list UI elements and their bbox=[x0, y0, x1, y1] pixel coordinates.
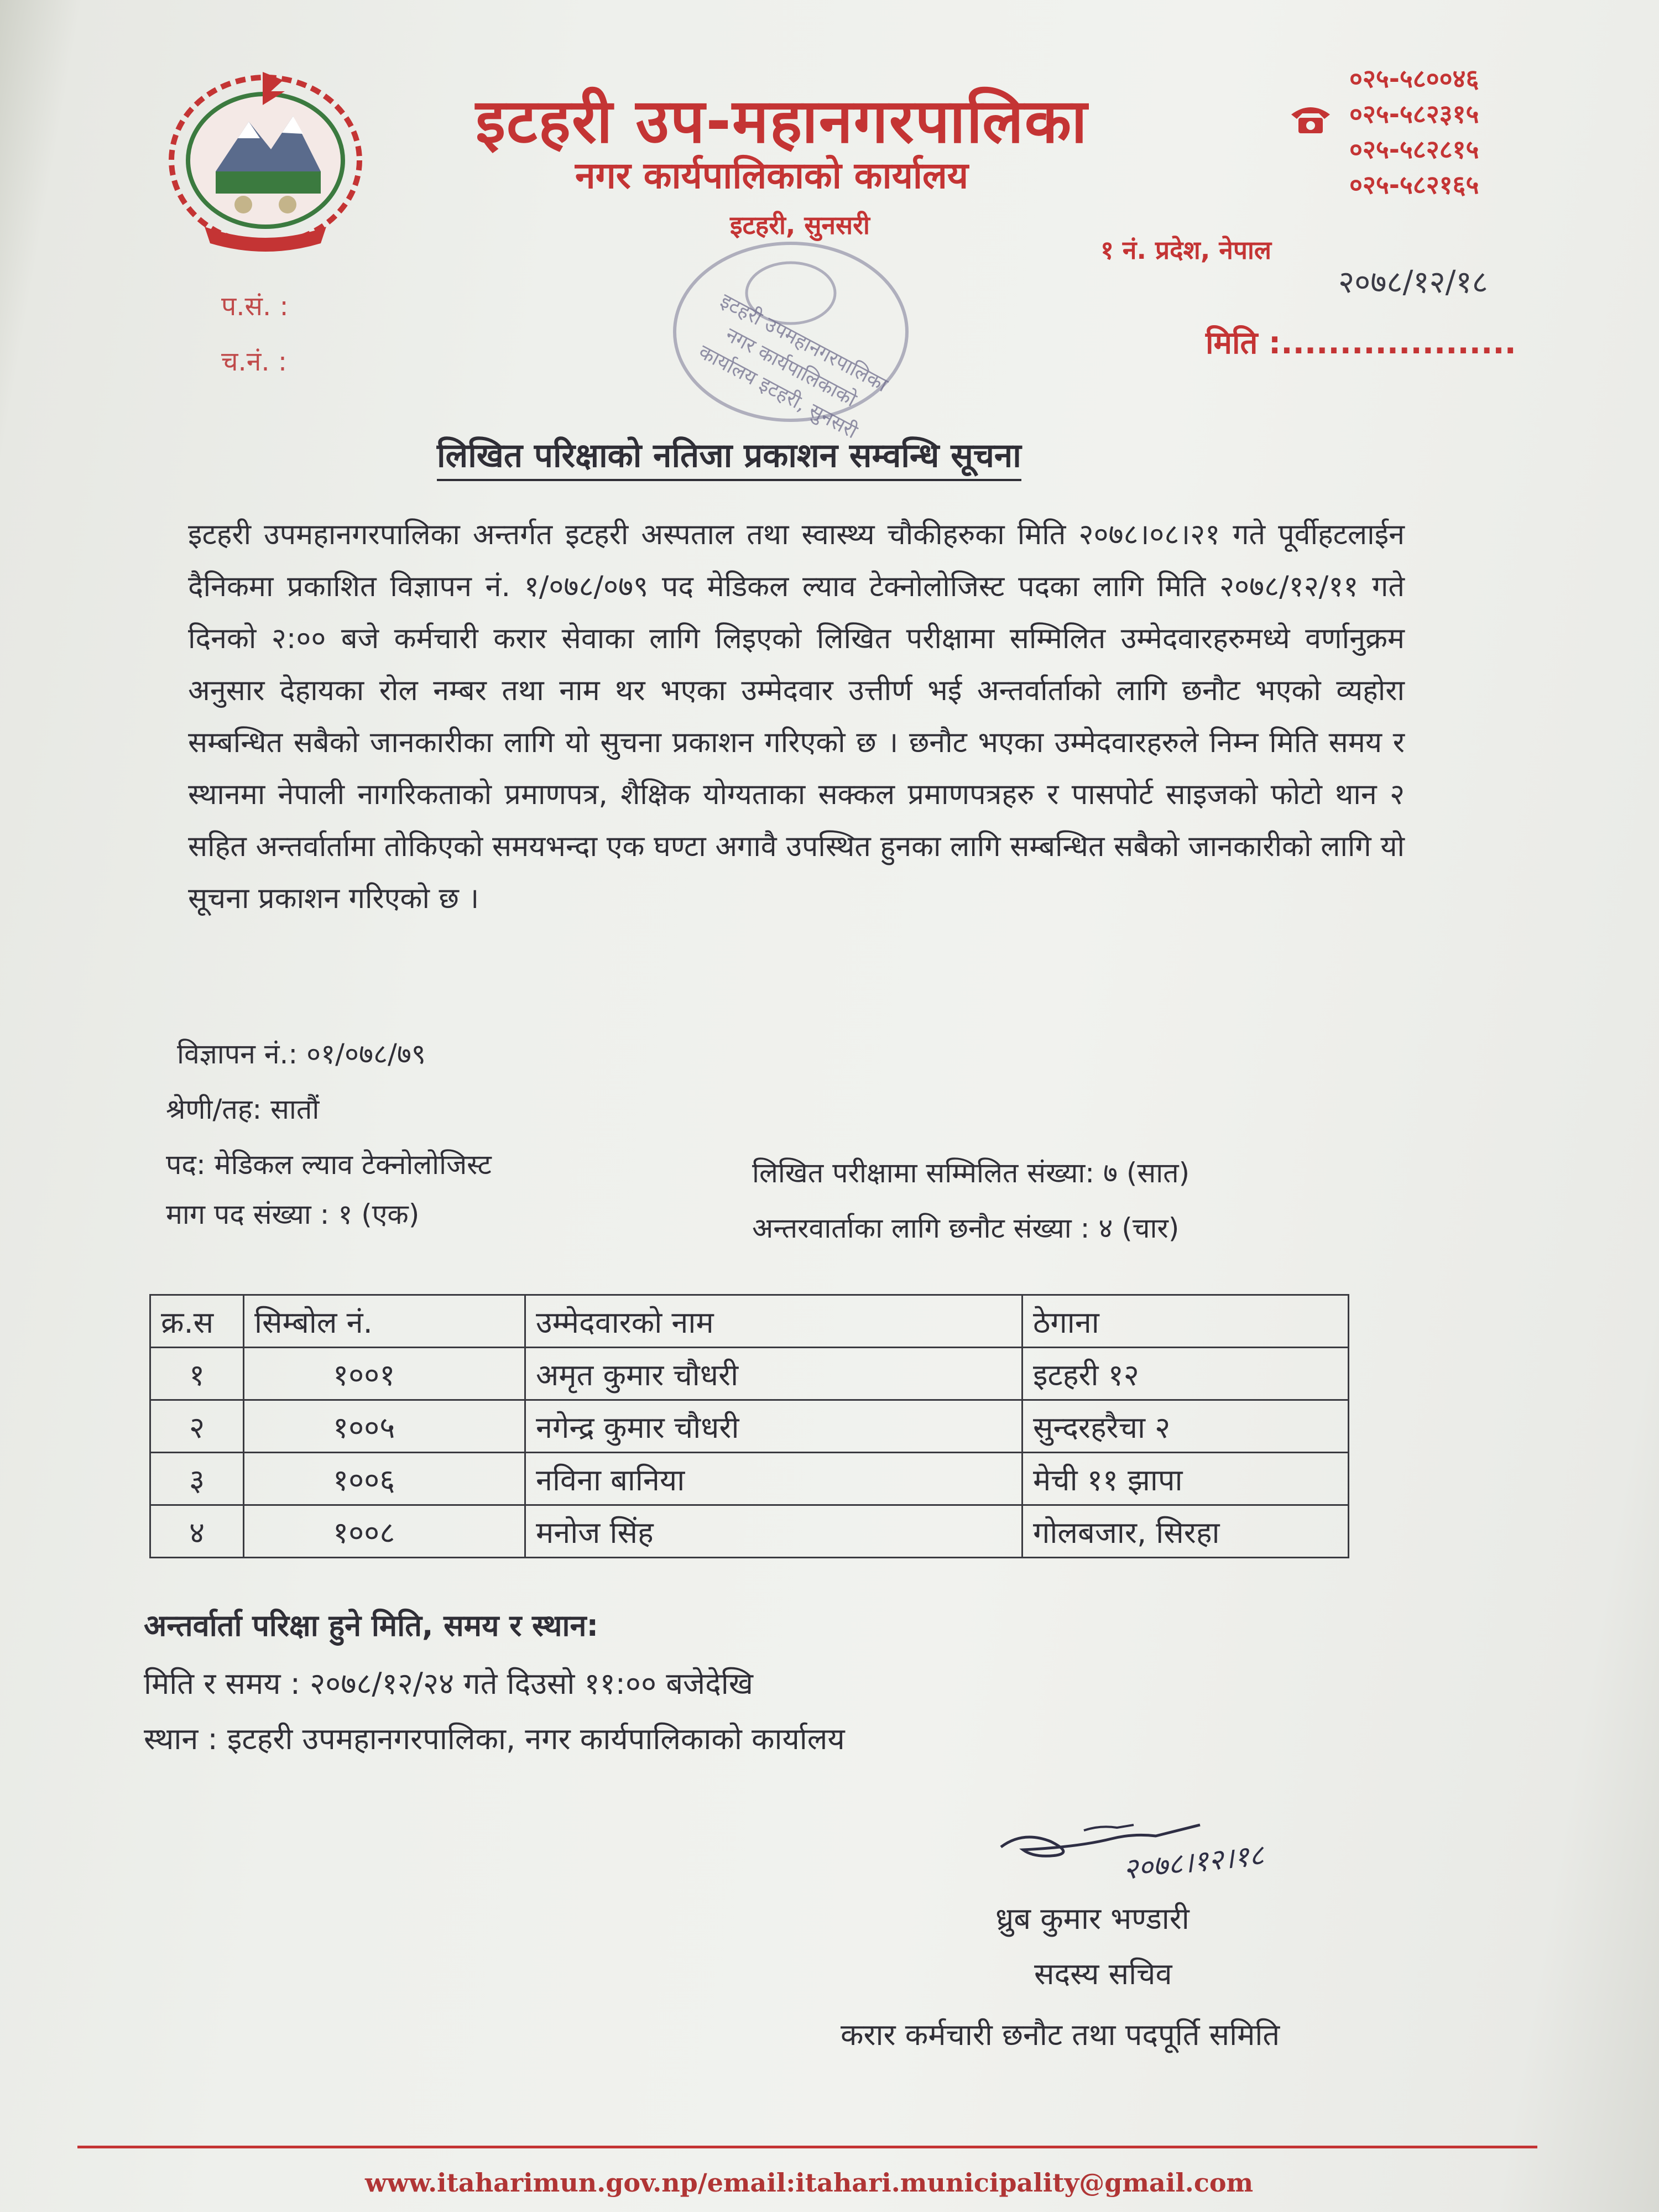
serial-cell: १ bbox=[150, 1348, 244, 1400]
nepal-emblem-icon bbox=[155, 61, 376, 262]
handwritten-date: २०७८/१२/१८ bbox=[1338, 264, 1488, 300]
signatory-committee: करार कर्मचारी छनौट तथा पदपूर्ति समिति bbox=[841, 2017, 1280, 2052]
serial-cell: ४ bbox=[150, 1505, 244, 1558]
post-info: पद: मेडिकल ल्याव टेक्नोलोजिस्ट bbox=[166, 1149, 492, 1181]
signatory-role: सदस्य सचिव bbox=[1034, 1957, 1172, 1991]
table-row bbox=[150, 1453, 1349, 1505]
signature-date: २०७८।१२।१८ bbox=[1121, 1838, 1266, 1887]
reference-number-label: प.सं. : bbox=[221, 291, 289, 322]
footer-divider bbox=[77, 2146, 1537, 2148]
serial-cell: २ bbox=[150, 1400, 244, 1453]
signatory-name: ध्रुब कुमार भण्डारी bbox=[995, 1901, 1190, 1936]
notice-heading: लिखित परिक्षाको नतिजा प्रकाशन सम्वन्धि सूचना bbox=[437, 431, 1021, 481]
date-field-label: मिति :.................... bbox=[1206, 325, 1516, 361]
office-stamp bbox=[664, 232, 918, 444]
candidate-name-cell: नविना बानिया bbox=[525, 1453, 1022, 1505]
footer-contact: www.itaharimun.gov.np/email:itahari.municipality@gmail.com bbox=[365, 2168, 1254, 2198]
address-cell: इटहरी १२ bbox=[1022, 1348, 1349, 1400]
interview-heading: अन्तर्वार्ता परिक्षा हुने मिति, समय र स्थान: bbox=[144, 1608, 599, 1643]
table-header-row bbox=[150, 1295, 1349, 1348]
address-cell: मेची ११ झापा bbox=[1022, 1453, 1349, 1505]
column-header: ठेगाना bbox=[1022, 1295, 1349, 1348]
province-label: १ नं. प्रदेश, नेपाल bbox=[1100, 235, 1272, 265]
interview-venue: स्थान : इटहरी उपमहानगरपालिका, नगर कार्यपालिकाको कार्यालय bbox=[144, 1721, 845, 1756]
telephone-icon bbox=[1288, 102, 1333, 138]
phone-number: ०२५-५८००४६ bbox=[1349, 64, 1479, 93]
phone-number: ०२५-५८२८१५ bbox=[1349, 134, 1479, 164]
symbol-cell: १००८ bbox=[244, 1505, 525, 1558]
phone-numbers bbox=[1349, 61, 1479, 202]
table-row bbox=[150, 1348, 1349, 1400]
demand-posts: माग पद संख्या : १ (एक) bbox=[166, 1198, 420, 1230]
candidate-name-cell: अमृत कुमार चौधरी bbox=[525, 1348, 1022, 1400]
phone-number: ०२५-५८२१६५ bbox=[1349, 170, 1479, 200]
advert-number: विज्ञापन नं.: ०१/०७८/७९ bbox=[177, 1038, 426, 1070]
candidate-name-cell: नगेन्द्र कुमार चौधरी bbox=[525, 1400, 1022, 1453]
dispatch-number-label: च.नं. : bbox=[221, 346, 288, 377]
symbol-cell: १००५ bbox=[244, 1400, 525, 1453]
office-location: इटहरी, सुनसरी bbox=[730, 210, 870, 240]
symbol-cell: १००१ bbox=[244, 1348, 525, 1400]
written-exam-count: लिखित परीक्षामा सम्मिलित संख्या: ७ (सात) bbox=[752, 1157, 1190, 1189]
address-cell: सुन्दरहरैचा २ bbox=[1022, 1400, 1349, 1453]
table-row bbox=[150, 1400, 1349, 1453]
level-info: श्रेणी/तह: सातौं bbox=[166, 1093, 320, 1125]
phone-number: ०२५-५८२३१५ bbox=[1349, 99, 1479, 129]
column-header: क्र.स bbox=[150, 1295, 244, 1348]
stamp-text: इटहरी उपमहानगरपालिका नगर कार्यपालिकाको कार्यालय इटहरी, सुनसरी bbox=[695, 289, 891, 444]
office-title: इटहरी उप-महानगरपालिका bbox=[476, 86, 1088, 156]
candidate-name-cell: मनोज सिंह bbox=[525, 1505, 1022, 1558]
serial-cell: ३ bbox=[150, 1453, 244, 1505]
office-subtitle: नगर कार्यपालिकाको कार्यालय bbox=[575, 154, 968, 197]
results-table bbox=[149, 1294, 1349, 1558]
table-row bbox=[150, 1505, 1349, 1558]
shortlisted-count: अन्तरवार्ताका लागि छनौट संख्या : ४ (चार) bbox=[752, 1212, 1180, 1244]
column-header: उम्मेदवारको नाम bbox=[525, 1295, 1022, 1348]
symbol-cell: १००६ bbox=[244, 1453, 525, 1505]
notice-body: इटहरी उपमहानगरपालिका अन्तर्गत इटहरी अस्पताल तथा स्वास्थ्य चौकीहरुका मिति २०७८।०८।२१ गते पूर्वीहटलाईन दैनिकमा प्रकाशित विज्ञापन नं. १/०७८/०७९ पद मेडिकल ल्याव टेक्नोलोजिस्ट पदका लागि मिति २०७८/१२/११ गते दिनको २:०० बजे कर्मचारी करार सेवाका लागि लिइएको लिखित परीक्षामा सम्मिलित उम्मेदवारहरुमध्ये वर्णानुक्रम अनुसार देहायका रोल नम्बर तथा नाम थर भएका उम्मेदवार उत्तीर्ण भई अन्तर्वार्ताको लागि छनौट भएको व्यहोरा सम्बन्धित सबैको जानकारीका लागि यो सुचना प्रकाशन गरिएको छ । छनौट भएका उम्मेदवारहरुले निम्न मिति समय र स्थानमा नेपाली नागरिकताको प्रमाणपत्र, शैक्षिक योग्यताका सक्कल प्रमाणपत्रहरु र पासपोर्ट साइजको फोटो थान २ सहित अन्तर्वार्तामा तोकिएको समयभन्दा एक घण्टा अगावै उपस्थित हुनका लागि सम्बन्धित सबैको जानकारीको लागि यो सूचना प्रकाशन गरिएको छ । bbox=[188, 518, 1405, 915]
interview-datetime: मिति र समय : २०७८/१२/२४ गते दिउसो ११:०० बजेदेखि bbox=[144, 1666, 753, 1701]
column-header: सिम्बोल नं. bbox=[244, 1295, 525, 1348]
address-cell: गोलबजार, सिरहा bbox=[1022, 1505, 1349, 1558]
